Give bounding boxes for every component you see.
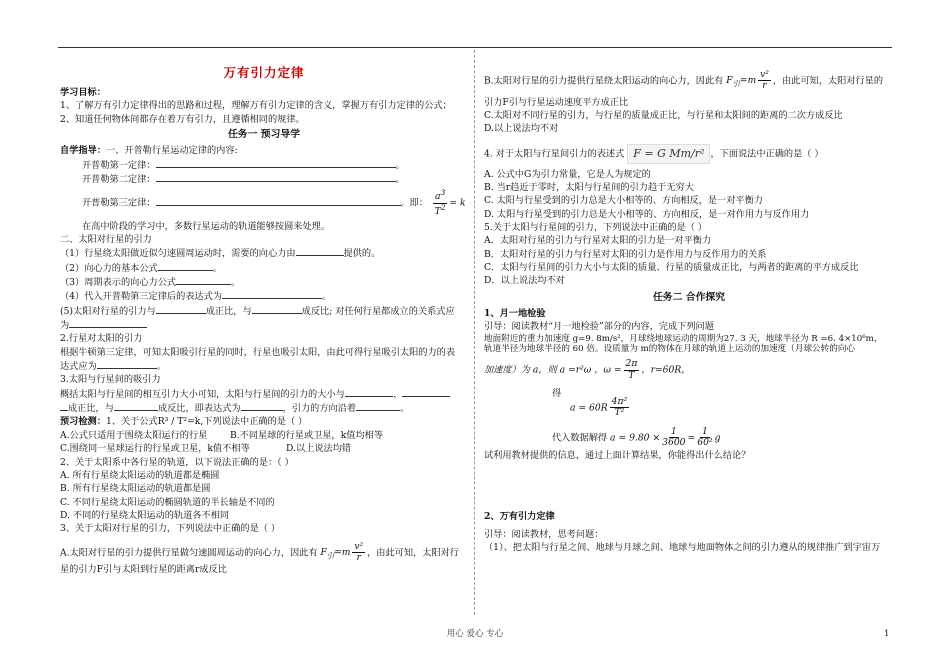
denominator-60sq: 60² xyxy=(697,437,713,449)
s2-1: （1）行星绕太阳做近似匀速圆周运动时，需要的向心力由 xyxy=(60,248,296,260)
moon-line2: 地面附近的重力加速度 g=9. 8m/s²，月球绕地球运动的周期为27. 3 天，地球半径为 R =6. 4×10⁶m， xyxy=(484,333,883,344)
s3-line1: 根据牛顿第三定律，可知太阳吸引行星的同时，行星也吸引太阳，由此可得行星吸引太阳的力的表 xyxy=(60,346,456,358)
period-mark: 。 xyxy=(212,262,222,274)
ug-heading: 2、万有引力定律 xyxy=(484,511,555,523)
right-column xyxy=(484,64,894,554)
g-symbol: g xyxy=(714,432,721,444)
four-pi-squared: 4π² xyxy=(611,395,628,407)
kepler1-label: 开普勒第一定律： xyxy=(82,159,156,171)
s4-line1: 概括太阳与行星间的相互引力大小可知，太阳与行星间的引力的大小与 xyxy=(60,388,345,400)
moon-line4: 加速度）为 a，则 a =r²ω ，ω = xyxy=(484,364,622,376)
s2-5d: 为 xyxy=(60,320,70,332)
q2-option-a: A. 所有行星绕太阳运动的轨道都是椭圆 xyxy=(60,469,220,481)
s2-5a: (5)太阳对行星的引力与 xyxy=(60,305,156,317)
gravitation-formula-image: F = G Mm/r² xyxy=(627,144,710,164)
s2-3: （3）周期表示的向心力公式 xyxy=(60,277,177,289)
s4-line2a: 成正比，与 xyxy=(68,403,114,415)
q3-option-c: C.太阳对不同行星的引力，与行星的质量成正比，与行星和太阳间的距离的二次方成反比 xyxy=(484,110,843,122)
s3-line2: 达式应为 xyxy=(60,361,97,373)
s4-blank4[interactable] xyxy=(241,401,283,411)
ug-line1: 引导：阅读教材，思考问题： xyxy=(484,528,604,540)
guide-heading: 自学指导： xyxy=(60,145,106,157)
moon-line3: 轨道半径为地球半径的 60 倍。设质量为 m的物体在月球的轨道上运动的加速度（月球公转的向心 xyxy=(484,344,856,355)
a-numeric: a = 9.80 × xyxy=(610,432,661,444)
numerator-1: 1 xyxy=(670,425,677,437)
goal-1: 1、了解万有引力定律得出的思路和过程，理解万有引力定律的含义，掌握万有引力定律的公式； xyxy=(60,100,452,112)
q3-option-b: B.太阳对行星的引力提供行星绕太阳运动的向心力，因此有 xyxy=(484,75,724,87)
two-pi: 2π xyxy=(625,358,638,370)
q4-option-c: C. 太阳与行星受到的引力总是大小相等的、方向相反，是一对平衡力 xyxy=(484,195,763,207)
q1-option-a: A.公式只适用于围绕太阳运行的行星 xyxy=(60,429,208,441)
q5-option-a: A．太阳对行星的引力与行星对太阳的引力是一对平衡力 xyxy=(484,235,712,247)
goal-2: 2、知道任何物体间都存在着万有引力，且遵循相同的规律。 xyxy=(60,113,305,125)
denominator-3600: 3600 xyxy=(662,437,686,449)
ug-line2: （1）、把太阳与行星之间、地球与月球之间、地球与地面物体之间的引力遵从的规律推广到宇宙万 xyxy=(484,541,881,553)
s2-3-blank[interactable] xyxy=(176,275,231,285)
omega-fraction xyxy=(624,359,640,381)
q1-option-d: D.以上说法均错 xyxy=(286,443,352,455)
page-footer: 用心 爱心 专心 xyxy=(446,629,504,639)
q3a-formula: $F_引=m$ $\frac{\text{v²}}{r}$ xyxy=(320,541,364,563)
q2-option-b: B. 所有行星绕太阳运动的轨道都是圆 xyxy=(60,483,211,495)
equals-sign: = xyxy=(687,432,696,444)
s2-5-blank1[interactable] xyxy=(156,304,206,314)
acc-fraction xyxy=(610,397,630,419)
s2-5c: 成反比; 对任何行星都成立的关系式应 xyxy=(301,305,455,317)
period-mark: 。 xyxy=(231,277,241,289)
header-rule xyxy=(58,47,892,48)
task1-title: 任务一 预习导学 xyxy=(228,129,300,141)
s2-5-blank3[interactable] xyxy=(69,318,147,328)
s4-line2c: ，引力的方向沿着 xyxy=(282,403,357,415)
frac-60sq xyxy=(697,427,712,449)
period-mark: 。 xyxy=(322,291,332,303)
s2-5b: 成正比，与 xyxy=(205,305,252,317)
s2-4: （4）代入开普勒第三定律后的表达式为 xyxy=(60,291,223,303)
kepler3-tail: 。即： xyxy=(400,198,429,210)
q5-option-d: D．以上说法均不对 xyxy=(484,275,565,287)
q5-option-b: B．太阳对行星的引力与行星对太阳的引力是作用力与反作用力的关系 xyxy=(484,248,767,260)
formula-k: = k xyxy=(449,198,466,210)
s4-title: 3.太阳与行星间的吸引力 xyxy=(60,374,161,386)
circle-note: 在高中阶段的学习中，多数行星运动的轨道能够按圆来处理。 xyxy=(82,220,331,232)
q3-option-a: A.太阳对行星的引力提供行星做匀速圆周运动的向心力，因此有 xyxy=(60,546,318,558)
column-divider xyxy=(474,50,475,615)
s4-blank5[interactable] xyxy=(356,401,400,411)
q4-option-d: D. 太阳与行星受到的引力总是大小相等的、方向相反，是一对作用力与反作用力 xyxy=(484,208,810,220)
q3-option-b-2: ，由此可知，太阳对行星的 xyxy=(772,75,884,87)
sec2-heading: 二、太阳对行星的引力 xyxy=(60,234,152,246)
goals-heading: 学习目标： xyxy=(60,87,106,99)
conclusion-question: 试利用教材提供的信息，通过上面计算结果，你能得出什么结论？ xyxy=(484,449,751,461)
kepler3-blank[interactable] xyxy=(156,196,401,206)
a-equation: a = 60R xyxy=(570,402,608,414)
q4-option-b: B. 当r趋近于零时，太阳与行星间的引力趋于无穷大 xyxy=(484,182,694,193)
kepler2-blank[interactable] xyxy=(156,172,396,182)
kepler1-blank[interactable] xyxy=(156,158,396,168)
period-mark: 。 xyxy=(156,361,166,373)
q4: 4. 对于太阳与行星间引力的表述式 xyxy=(484,148,625,160)
q5-option-c: C．太阳与行星间的引力大小与太阳的质量、行星的质量成正比，与两者的距离的平方成反比 xyxy=(484,262,859,274)
s2-5-blank2[interactable] xyxy=(252,304,302,314)
q3b-formula: $F_引=m$ $\frac{\text{v²}}{r}$ xyxy=(726,70,769,92)
q1-option-b: B.不同星球的行星或卫星，k值均相等 xyxy=(230,429,384,441)
q3: 3、关于太阳对行星的引力，下列说法中正确的是（ ） xyxy=(60,523,281,535)
sub-label: 代入数据解得 xyxy=(552,432,608,444)
moon-line4b: ，r=60R， xyxy=(641,364,691,376)
task2-title: 任务二 合作探究 xyxy=(653,291,725,303)
moon-heading: 1、月一地检验 xyxy=(484,307,546,319)
page-title: 万有引力定律 xyxy=(223,65,305,80)
page-number: 1 xyxy=(884,629,890,639)
q2-option-d: D. 不同的行星绕太阳运动的轨道各不相同 xyxy=(60,509,230,521)
s4-blank2[interactable] xyxy=(402,387,450,397)
t-symbol: T xyxy=(628,369,635,381)
s2-1b: 提供的。 xyxy=(343,248,381,260)
period-mark: 。 xyxy=(400,403,410,415)
q5: 5.关于太阳与行星间的引力，下列说法中正确的是（ ） xyxy=(484,222,707,234)
q1-option-c: C.围绕同一星球运行的行星或卫星，k值不相等 xyxy=(60,443,250,455)
s3-blank[interactable] xyxy=(97,359,157,369)
left-column: 万有引力定律 学习目标： 1、了解万有引力定律得出的思路和过程，理解万有引力定律的含义，掌握万有引力定律的公式； 2、知道任何物体间都存在着万有引力，且遵循相同的规律。 任务一 预习导学 自学指导：一、开普勒行星运动定律的内容: 开普勒第一定律： 。 开普勒第二定律： 。 开普勒第三定律： 。即： $\frac{a^3}{T^2}$ = k 在高中阶段的学习中，多数行星运动的轨道能够按圆来处理。 二、太阳对行星的引力 （1）行星绕太阳做近似匀速圆周运动时，需要的向心力由 提供的。 （2）向心力的基本公式 。 （3）周期表示的向心力公式 。 （4）代入开普勒第三定律后的表达式为 。 (5)太阳对行星的引力与 成正比，与 成反比; 对任何行星都成立的关系式应 为 2.行星对太阳的引力 根据牛顿第三定律，可知太阳吸引行星的同时，行星也吸引太阳，由此可得行星吸引太阳的力的表 达式应为 。 3.太阳与行星间的吸引力 概括太阳与行星间的相互引力大小可知，太阳与行星间的引力的大小与 、 成正比，与 成反比，即表达式为 ，引力的方向沿着 。 预习检测：1、关于公式R³ / T²=k,下列说法中正确的是（ ） A.公式只适用于围绕太阳运行的行星 B.不同星球的行星或卫星，k值均相等 C.围绕同一星球运行的行星或卫星，k值不相等 D.以上说法均错 2、关于太阳系中各行星的轨道，以下说法正确的是：（ ） A. 所有行星绕太阳运动的轨道都是椭圆 B. 所有行星绕太阳运动的轨道都是圆 C. 不同行星绕太阳运动的椭圆轨道的半长轴是不同的 D. 不同的行星绕太阳运动的轨道各不相同 3、关于太阳对行星的引力，下列说法中正确的是（ ） A.太阳对行星的引力提供行星做匀速圆周运动的向心力，因此有 $F_引=m$ $\frac{\text{v²}}{r}$ ，由此可知，太阳对行 星的引力F引与太阳到行星的距离r成反比 xyxy=(60,64,468,577)
formula-t: T xyxy=(434,206,441,218)
s4-blank1[interactable] xyxy=(345,387,393,397)
s2-1-blank[interactable] xyxy=(296,246,344,256)
q2: 2、关于太阳系中各行星的轨道，以下说法正确的是：（ ） xyxy=(60,456,294,468)
q4-option-a: A. 公式中G为引力常量，它是人为规定的 xyxy=(484,168,651,180)
kepler3-formula: $\frac{a^3}{T^2}$ xyxy=(434,188,446,218)
frac-3600 xyxy=(662,427,685,449)
s4-blank0[interactable] xyxy=(60,401,68,411)
q1: 1、关于公式R³ / T²=k,下列说法中正确的是（ ） xyxy=(105,416,308,428)
kepler3-label: 开普勒第三定律： xyxy=(82,198,156,210)
formula-a: a xyxy=(434,191,441,203)
numerator-1b: 1 xyxy=(701,425,708,437)
s2-2: （2）向心力的基本公式 xyxy=(60,262,158,274)
q3-option-d: D.以上说法均不对 xyxy=(484,123,559,135)
q3-option-a-2: ，由此可知，太阳对行 xyxy=(367,546,459,558)
kepler2-label: 开普勒第二定律： xyxy=(82,174,156,186)
q3-option-b-3: 引力F引与行星运动速度平方成正比 xyxy=(484,96,629,108)
s2-4-blank[interactable] xyxy=(222,289,322,299)
q2-option-c: C. 不同行星绕太阳运动的椭圆轨道的半长轴是不同的 xyxy=(60,496,275,508)
period-mark: 。 xyxy=(395,159,405,171)
t-squared: T² xyxy=(614,407,625,419)
s4-line2b: 成反比，即表达式为 xyxy=(157,403,241,415)
preview-heading: 预习检测： xyxy=(60,416,106,428)
s4-blank3[interactable] xyxy=(114,401,158,411)
q4-tail: ，下面说法中正确的是（ ） xyxy=(710,148,824,160)
q3-option-a-3: 星的引力F引与太阳到行星的距离r成反比 xyxy=(60,564,227,576)
s3-title: 2.行星对太阳的引力 xyxy=(60,333,143,345)
de-label: 得 xyxy=(552,388,562,400)
s2-2-blank[interactable] xyxy=(158,261,213,271)
period-mark: 。 xyxy=(395,174,405,186)
moon-line1: 引导：阅读教材“月一地检验”部分的内容，完成下列问题 xyxy=(484,321,714,333)
guide-line: 一、开普勒行星运动定律的内容: xyxy=(105,145,238,157)
